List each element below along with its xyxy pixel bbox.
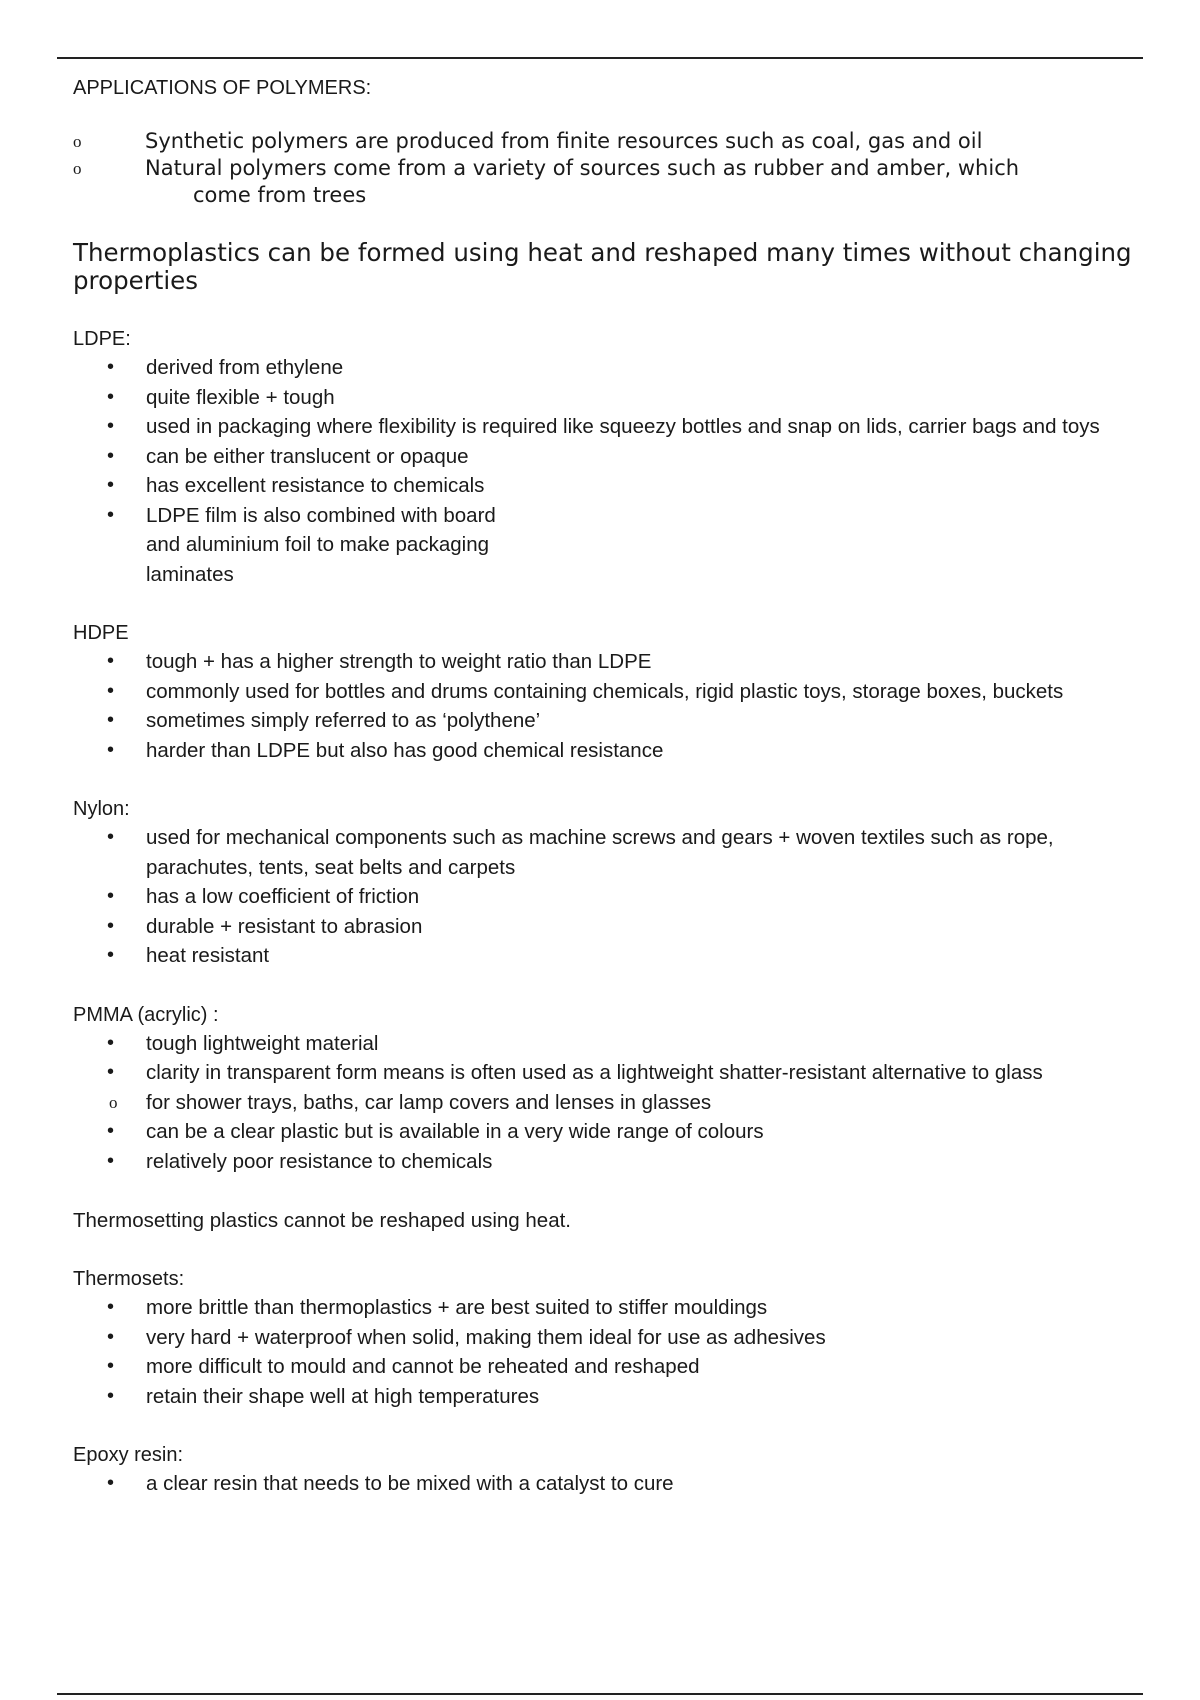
list-item-text: harder than LDPE but also has good chemical resistance bbox=[146, 738, 664, 762]
list-item bbox=[73, 353, 1133, 383]
list-item-text: more difficult to mould and cannot be reheated and reshaped bbox=[146, 1355, 700, 1378]
bullet-icon: • bbox=[107, 1355, 115, 1377]
list-item-text: retain their shape well at high temperatures bbox=[146, 1384, 540, 1408]
section-label-pmma: PMMA (acrylic) : bbox=[73, 1003, 219, 1026]
list-item bbox=[73, 471, 1133, 501]
bullet-icon: • bbox=[107, 944, 115, 966]
hdpe-list bbox=[73, 647, 1133, 765]
bullet-icon: • bbox=[107, 1149, 115, 1172]
top-rule bbox=[57, 57, 1143, 59]
bullet-icon: • bbox=[107, 1120, 115, 1142]
list-item bbox=[73, 1029, 1133, 1059]
list-item bbox=[73, 501, 1133, 590]
list-item bbox=[73, 128, 1133, 155]
list-item-text: LDPE film is also combined with board and aluminium foil to make packaging laminates bbox=[146, 503, 496, 586]
section-label-epoxy: Epoxy resin: bbox=[73, 1444, 184, 1466]
bullet-icon: • bbox=[107, 1472, 115, 1494]
bullet-icon: • bbox=[107, 1325, 115, 1348]
list-item bbox=[73, 706, 1133, 736]
bullet-icon: • bbox=[107, 1061, 115, 1083]
list-item bbox=[73, 912, 1133, 942]
list-item-text: very hard + waterproof when solid, making them ideal for use as adhesives bbox=[146, 1325, 826, 1349]
list-item-text: quite flexible + tough bbox=[146, 385, 335, 409]
list-item-text: can be a clear plastic but is available in a very wide range of colours bbox=[146, 1120, 764, 1143]
section-label-hdpe: HDPE bbox=[73, 622, 129, 644]
list-item-text: for shower trays, baths, car lamp covers and lenses in glasses bbox=[146, 1090, 712, 1114]
list-item bbox=[73, 1147, 1133, 1177]
list-item bbox=[73, 647, 1133, 677]
section-label-thermosets: Thermosets: bbox=[73, 1268, 185, 1290]
list-item-text: sometimes simply referred to as ‘polythene’ bbox=[146, 709, 541, 732]
list-item bbox=[73, 882, 1133, 912]
list-item-text: Synthetic polymers are produced from finite resources such as coal, gas and oil bbox=[145, 129, 983, 153]
bullet-icon: • bbox=[107, 474, 115, 496]
list-item bbox=[73, 1352, 1133, 1382]
section-label-nylon: Nylon: bbox=[73, 798, 130, 820]
list-item bbox=[73, 155, 1133, 209]
bullet-icon: • bbox=[107, 914, 115, 937]
list-item bbox=[73, 1469, 1133, 1499]
list-item bbox=[73, 736, 1133, 766]
list-item-text: commonly used for bottles and drums containing chemicals, rigid plastic toys, storage boxes, buckets bbox=[146, 679, 1064, 703]
list-item-text: has excellent resistance to chemicals bbox=[146, 474, 485, 497]
list-item-text: a clear resin that needs to be mixed with a catalyst to cure bbox=[146, 1472, 674, 1495]
list-item bbox=[73, 412, 1133, 442]
bullet-icon: • bbox=[107, 1384, 115, 1407]
page-title: APPLICATIONS OF POLYMERS: bbox=[73, 77, 372, 99]
list-item bbox=[73, 1058, 1133, 1088]
list-item-text: has a low coefficient of friction bbox=[146, 885, 420, 908]
list-item-text: durable + resistant to abrasion bbox=[146, 914, 423, 938]
bullet-icon: • bbox=[107, 650, 115, 672]
bullet-icon: • bbox=[107, 679, 115, 702]
thermosets-list bbox=[73, 1293, 1133, 1411]
bullet-icon: • bbox=[107, 444, 115, 467]
bullet-icon: • bbox=[107, 385, 115, 408]
list-item bbox=[73, 941, 1133, 971]
list-item-text: clarity in transparent form means is often used as a lightweight shatter-resistant alternative to glass bbox=[146, 1061, 1043, 1084]
document-page bbox=[73, 74, 1133, 1499]
list-item bbox=[73, 1117, 1133, 1147]
list-item bbox=[73, 442, 1133, 472]
circle-bullet-icon: o bbox=[73, 159, 82, 178]
bullet-icon: • bbox=[107, 826, 115, 848]
pmma-list bbox=[73, 1029, 1133, 1177]
polymer-sources-list bbox=[73, 128, 1133, 209]
list-item-text: Natural polymers come from a variety of sources such as rubber and amber, which bbox=[145, 156, 1020, 180]
ldpe-list bbox=[73, 353, 1133, 589]
list-item bbox=[73, 383, 1133, 413]
list-item-text: tough + has a higher strength to weight ratio than LDPE bbox=[146, 650, 652, 673]
list-item-text: tough lightweight material bbox=[146, 1031, 379, 1055]
epoxy-list bbox=[73, 1469, 1133, 1499]
bullet-icon: • bbox=[107, 1296, 115, 1318]
list-item bbox=[73, 1323, 1133, 1353]
bullet-icon: • bbox=[107, 885, 115, 907]
list-item-text: used in packaging where flexibility is required like squeezy bottles and snap on lids, carrier bags and toys bbox=[146, 415, 1100, 438]
list-item-text: relatively poor resistance to chemicals bbox=[146, 1149, 493, 1173]
nylon-list bbox=[73, 823, 1133, 971]
list-item-text: used for mechanical components such as machine screws and gears + woven textiles such as rope, parachutes, tents, seat belts and carpets bbox=[146, 826, 1054, 879]
bullet-icon: • bbox=[107, 738, 115, 761]
bullet-icon: • bbox=[107, 709, 115, 731]
list-item bbox=[73, 677, 1133, 707]
list-item-text: heat resistant bbox=[146, 944, 270, 967]
thermosetting-statement: Thermosetting plastics cannot be reshaped using heat. bbox=[73, 1209, 571, 1232]
list-item-continuation: come from trees bbox=[193, 183, 367, 207]
list-item-text: can be either translucent or opaque bbox=[146, 444, 469, 468]
list-item bbox=[73, 1088, 1133, 1118]
list-item bbox=[73, 823, 1133, 882]
list-item-text: derived from ethylene bbox=[146, 356, 344, 379]
list-item-text: more brittle than thermoplastics + are best suited to stiffer mouldings bbox=[146, 1296, 768, 1319]
thermoplastics-heading: Thermoplastics can be formed using heat and reshaped many times without changing properties bbox=[73, 238, 1132, 295]
section-label-ldpe: LDPE: bbox=[73, 328, 131, 350]
circle-bullet-icon: o bbox=[109, 1092, 118, 1112]
list-item bbox=[73, 1382, 1133, 1412]
circle-bullet-icon: o bbox=[73, 132, 82, 151]
bottom-rule bbox=[57, 1693, 1143, 1695]
bullet-icon: • bbox=[107, 503, 115, 526]
list-item bbox=[73, 1293, 1133, 1323]
bullet-icon: • bbox=[107, 1031, 115, 1054]
bullet-icon: • bbox=[107, 415, 115, 437]
bullet-icon: • bbox=[107, 356, 115, 378]
